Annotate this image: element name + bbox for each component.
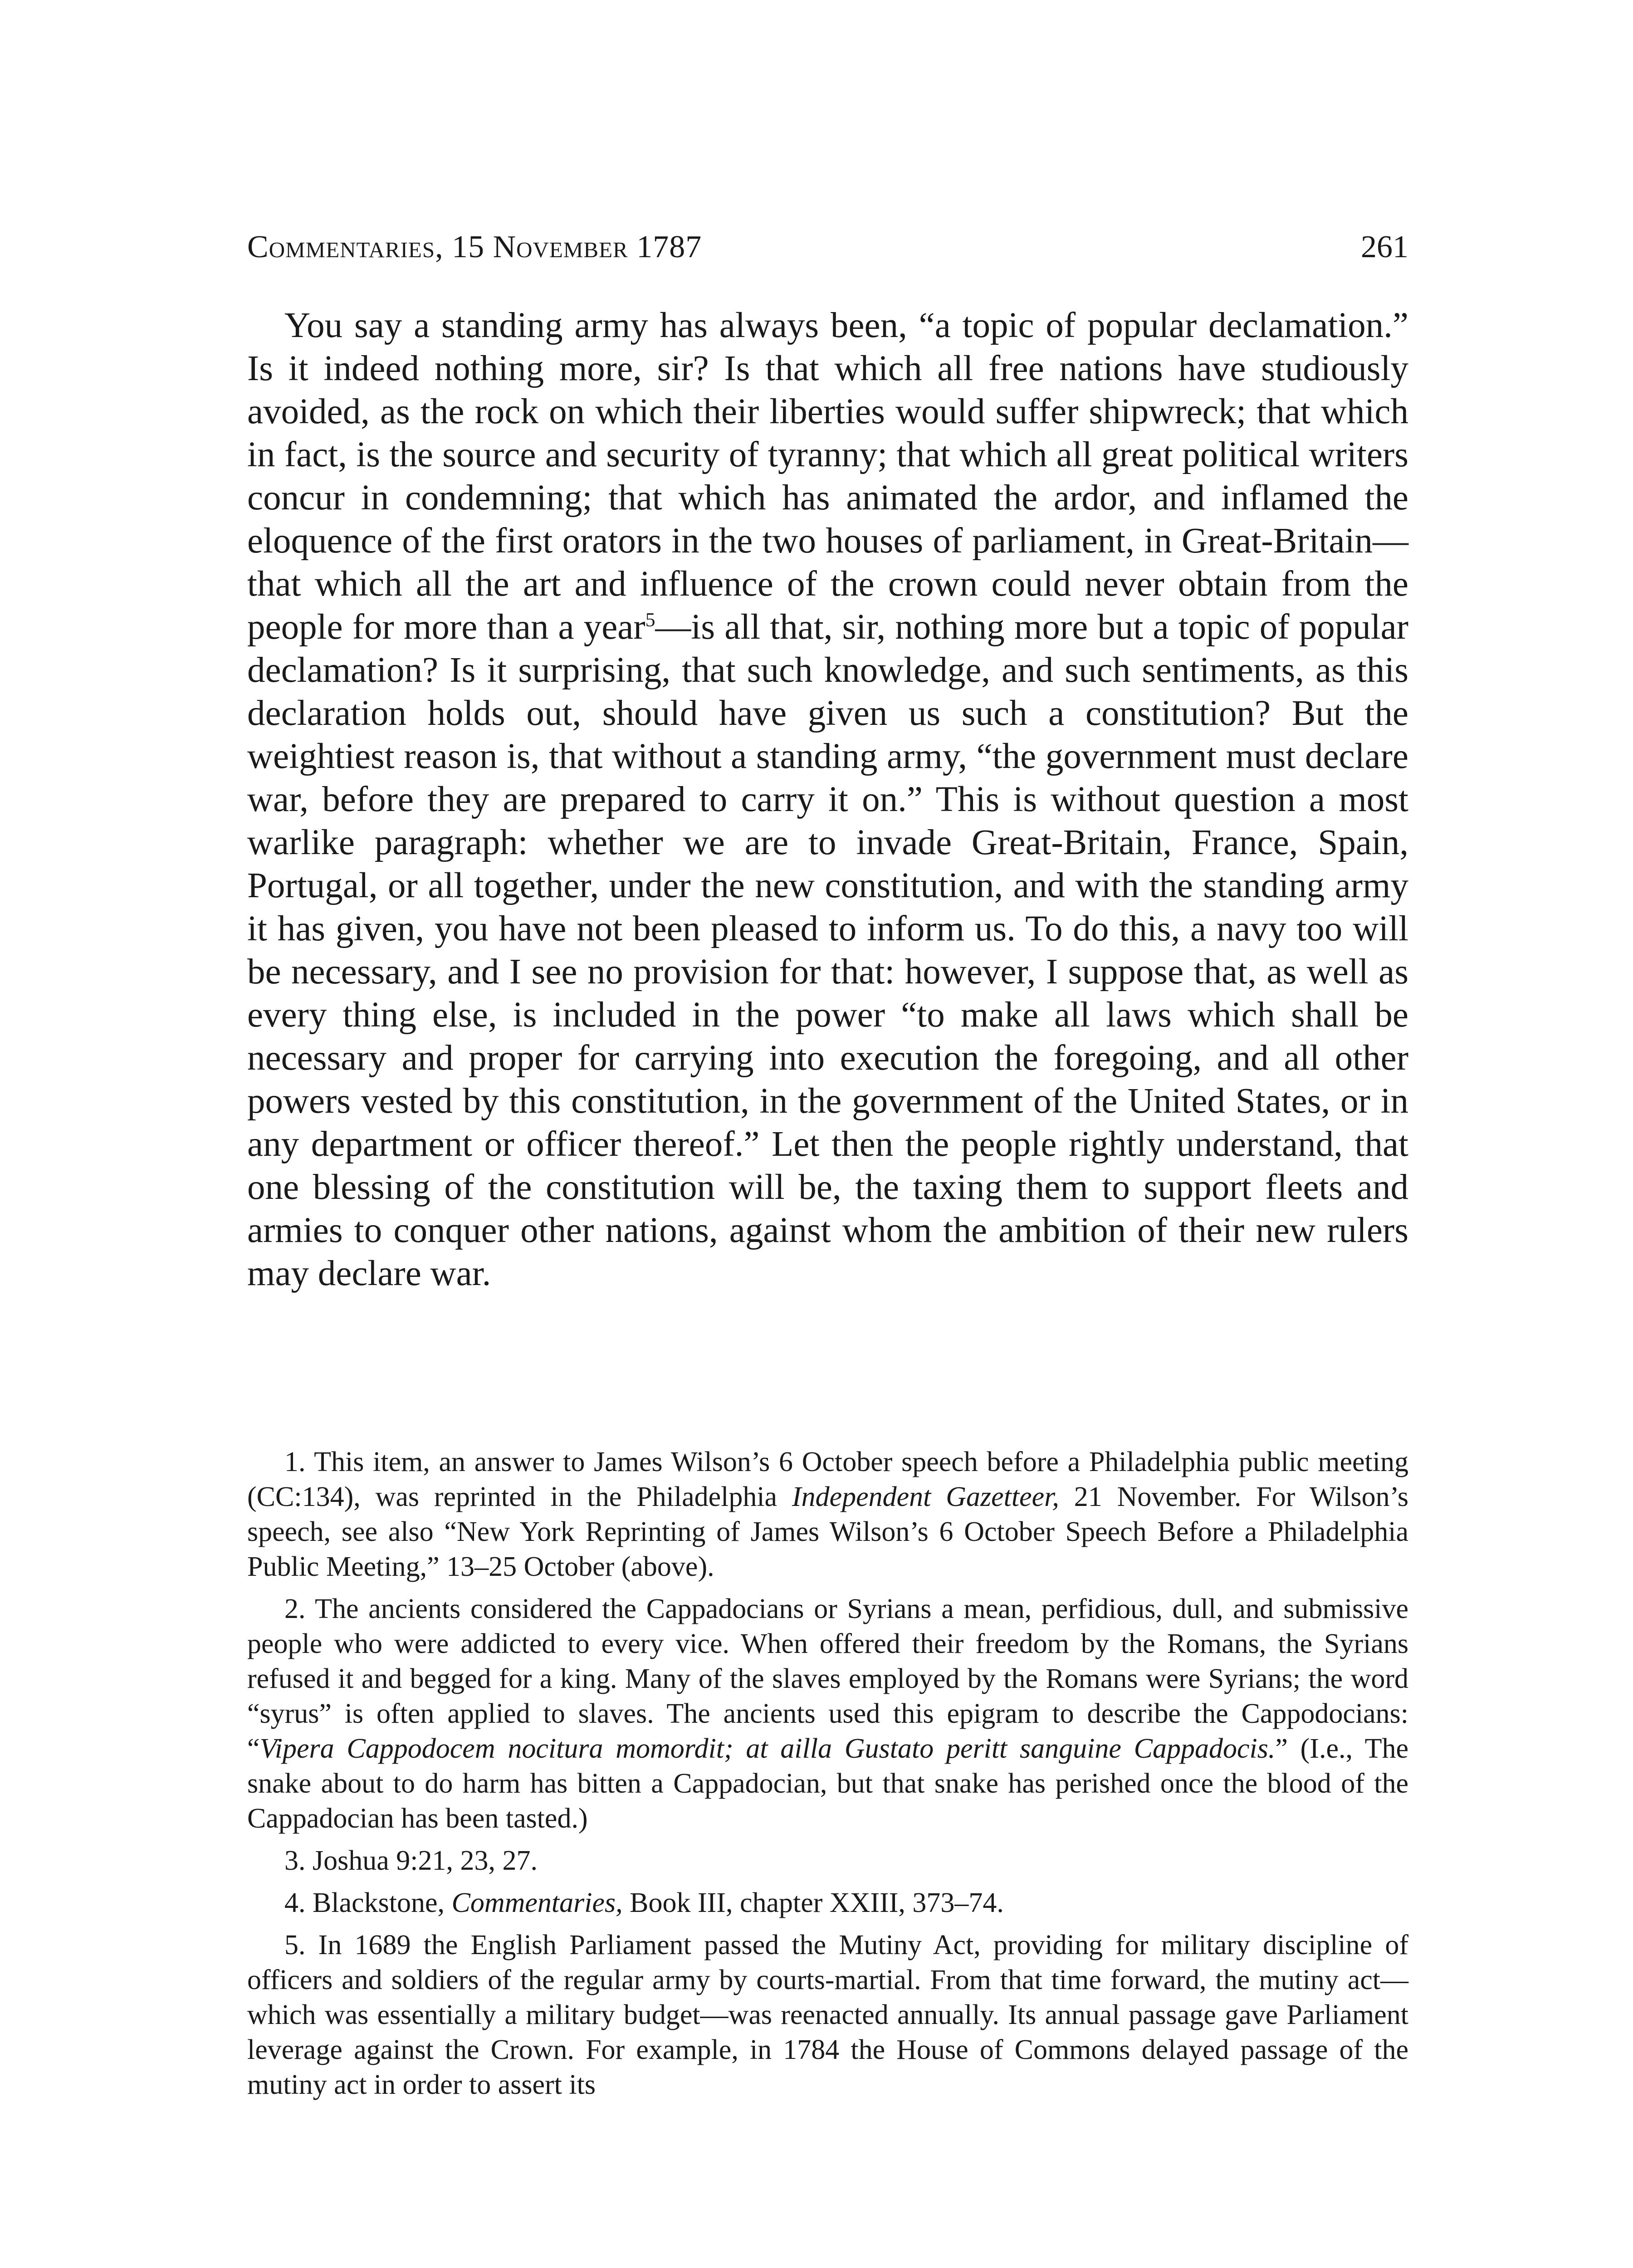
body-text — [247, 304, 1408, 1295]
footnote-5: 5. In 1689 the English Parliament passed the Mutiny Act, providing for military discipline of officers and soldiers of the regular army by courts-martial. From that time forward, the mutiny act—which was essentially a military budget—was reenacted annually. Its annual passage gave Parliament leverage against the Crown. For example, in 1784 the House of Commons delayed passage of the mutiny act in order to assert its — [247, 1930, 1408, 2100]
running-head-title: Commentaries, 15 November 1787 — [247, 230, 702, 264]
footnote-text: 2. The ancients considered the Cappadocians or Syrians a mean, perfidious, dull, and submissive people who were addicted to every vice. When offered their freedom by the Romans, the Syrians refused it and begged for a king. Many of the slaves employed by the Romans were Syrians; the word “syrus” is often applied to slaves. The ancients used this epigram to describe the Cappodocians: “ — [247, 1593, 1408, 1764]
page-number: 261 — [1361, 230, 1408, 264]
footnote-text: 21 November. For Wilson’s speech, see also “New York Reprinting of James Wilson’s 6 October Speech Before a Philadelphia Public Meeting,” 13–25 October (above). — [247, 1481, 1409, 1582]
footnote-italic: Commentaries, — [451, 1887, 623, 1918]
footnote-text: ” (I.e., The snake about to do harm has bitten a Cappadocian, but that snake has perished once the blood of the Cappadocian has been tasted.) — [247, 1733, 1408, 1834]
footnote-text: 4. Blackstone, — [284, 1887, 452, 1918]
footnote-italic: Independent Gazetteer, — [792, 1481, 1059, 1512]
footnotes — [247, 1445, 1408, 2110]
footnote-4 — [247, 1886, 1408, 1921]
body-paragraph — [247, 304, 1408, 1295]
footnote-2 — [247, 1592, 1408, 1836]
footnote-3: 3. Joshua 9:21, 23, 27. — [284, 1845, 538, 1876]
footnote-text: Book III, chapter XXIII, 373–74. — [622, 1887, 1004, 1918]
footnote-1 — [247, 1445, 1408, 1584]
footnote-reference: 5 — [645, 609, 655, 631]
running-head — [247, 222, 1408, 272]
footnote-text: 1. This item, an answer to James Wilson’s 6 October speech before a Philadelphia public meeting (CC:134), was reprinted in the Philadelphia — [247, 1447, 1408, 1512]
body-text-part-1: You say a standing army has always been, “a topic of popular declamation.” Is it indeed nothing more, sir? Is that which all free nations have studiously avoided, as the rock on which their liberties would suffer shipwreck; that which in fact, is the source and security of tyranny; that which all great political writers concur in condemning; that which has animated the ardor, and inflamed the eloquence of the first orators in the two houses of parliament, in Great-Britain—that which all the art and influence of the crown could never obtain from the people for more than a year — [247, 306, 1408, 647]
footnote-italic: Vipera Cappodocem nocitura momordit; at ailla Gustato peritt sanguine Cappadocis. — [259, 1733, 1276, 1764]
body-text-part-2: —is all that, sir, nothing more but a topic of popular declamation? Is it surprising, that such knowledge, and such sentiments, as this declaration holds out, should have given us such a constitution? But the weightiest reason is, that without a standing army, “the government must declare war, before they are prepared to carry it on.” This is without question a most warlike paragraph: whether we are to invade Great-Britain, France, Spain, Portugal, or all together, under the new constitution, and with the standing army it has given, you have not been pleased to inform us. To do this, a navy too will be necessary, and I see no provision for that: however, I suppose that, as well as every thing else, is included in the power “to make all laws which shall be necessary and proper for carrying into execution the foregoing, and all other powers vested by this constitution, in the government of the United States, or in any department or officer thereof.” Let then the people rightly understand, that one blessing of the constitution will be, the taxing them to support fleets and armies to conquer other nations, against whom the ambition of their new rulers may declare war. — [247, 607, 1408, 1293]
